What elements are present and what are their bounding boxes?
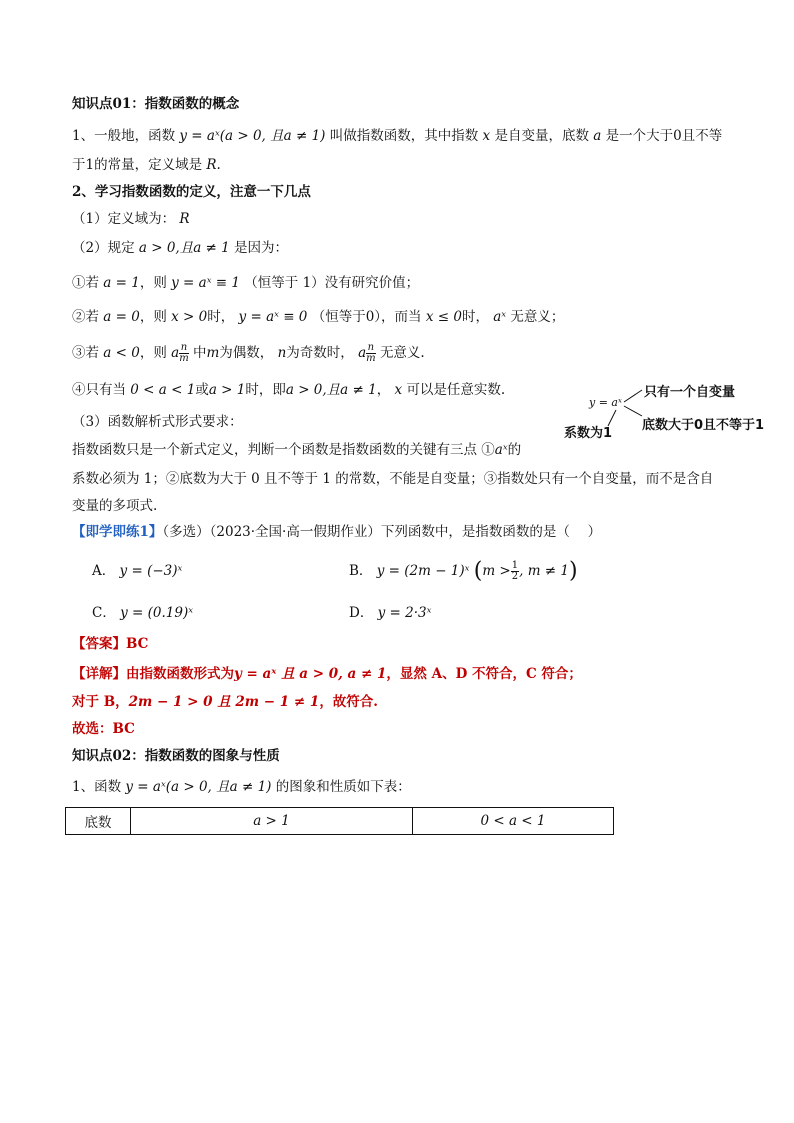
table-header-a-between-0-1: 0 < a < 1 <box>413 808 614 835</box>
item-2: （2）规定 a > 0,且a ≠ 1 是因为： <box>72 240 289 256</box>
exercise-prompt: 【即学即练1】（多选）（2023·全国·高一假期作业）下列函数中，是指数函数的是（ ） <box>72 524 602 540</box>
answer-line: 【答案】BC <box>72 636 149 652</box>
case-2: ②若 a = 0，则 x > 0时， y = aˣ ≡ 0 （恒等于0），而当 x ≤ 0时， aˣ 无意义； <box>72 309 565 325</box>
detail-line-1: 【详解】由指数函数形式为y = aˣ 且 a > 0, a ≠ 1，显然 A、D 不符合，C 符合； <box>72 666 582 682</box>
table-header-a-greater-1: a > 1 <box>131 808 413 835</box>
diagram-line-top <box>624 390 642 402</box>
exercise-tag: 【即学即练1】 <box>72 524 163 540</box>
properties-table <box>65 807 614 835</box>
function-formula: y = aˣ(a > 0, 且a ≠ 1) <box>179 128 326 144</box>
table-header-row <box>66 808 614 835</box>
exponential-function-diagram <box>556 376 786 442</box>
case-4: ④只有当 0 < a < 1或a > 1时，即a > 0,且a ≠ 1， x 可以是任意实数. <box>72 382 506 398</box>
section-heading-2: 知识点02：指数函数的图象与性质 <box>72 748 280 764</box>
case-1: ①若 a = 1，则 y = aˣ ≡ 1 （恒等于 1）没有研究价值； <box>72 275 420 291</box>
table-header-base: 底数 <box>66 808 131 835</box>
definition-line-1: 1、一般地，函数 y = aˣ(a > 0, 且a ≠ 1) 叫做指数函数，其中指数 x 是自变量，底数 a 是一个大于0且不等 <box>72 128 723 144</box>
section-heading-1: 知识点01：指数函数的概念 <box>72 96 240 112</box>
choice-c: C． y = (0.19)ˣ <box>92 605 194 621</box>
exponent-fraction: $\frac{n}{m}$ <box>179 342 189 364</box>
choice-d: D． y = 2·3ˣ <box>349 605 432 621</box>
diagram-label-base-condition: 底数大于0且不等于1 <box>642 418 765 433</box>
final-answer: 故选：BC <box>72 721 135 737</box>
diagram-label-coefficient: 系数为1 <box>564 426 613 441</box>
item-1: （1）定义域为： R <box>72 211 190 227</box>
diagram-core-formula: y = aˣ <box>589 396 622 409</box>
graph-property-intro: 1、函数 y = aˣ(a > 0, 且a ≠ 1) 的图象和性质如下表： <box>72 779 411 795</box>
choice-a: A． y = (−3)ˣ <box>92 563 183 579</box>
detail-line-2: 对于 B，2m − 1 > 0 且 2m − 1 ≠ 1，故符合. <box>72 694 379 710</box>
diagram-line-right <box>624 406 642 416</box>
requirement-line-2: 系数必须为 1；②底数为大于 0 且不等于 1 的常数，不能是自变量；③指数处只有一个自变量，而不是含自 <box>72 471 714 487</box>
case-3: ③若 a < 0，则 a $\frac{n}{m}$ 中m为偶数， n为奇数时， a $\frac{n}{m}$ 无意义. <box>72 342 425 364</box>
requirement-line-1: 指数函数只是一个新式定义，判断一个函数是指数函数的关键有三点 ①aˣ的 <box>72 442 522 458</box>
choice-b: B． y = (2m − 1)ˣ (m > $\frac{1}{2}$ , m ≠ 1) <box>349 558 578 584</box>
exponent-fraction-2: $\frac{n}{m}$ <box>366 342 376 364</box>
subheading-2: 2、学习指数函数的定义，注意一下几点 <box>72 184 311 200</box>
requirement-line-3: 变量的多项式. <box>72 498 158 514</box>
definition-line-2: 于1的常量，定义域是 R. <box>72 157 221 173</box>
item-3: （3）函数解析式形式要求： <box>72 414 243 430</box>
diagram-label-single-variable: 只有一个自变量 <box>644 385 736 400</box>
